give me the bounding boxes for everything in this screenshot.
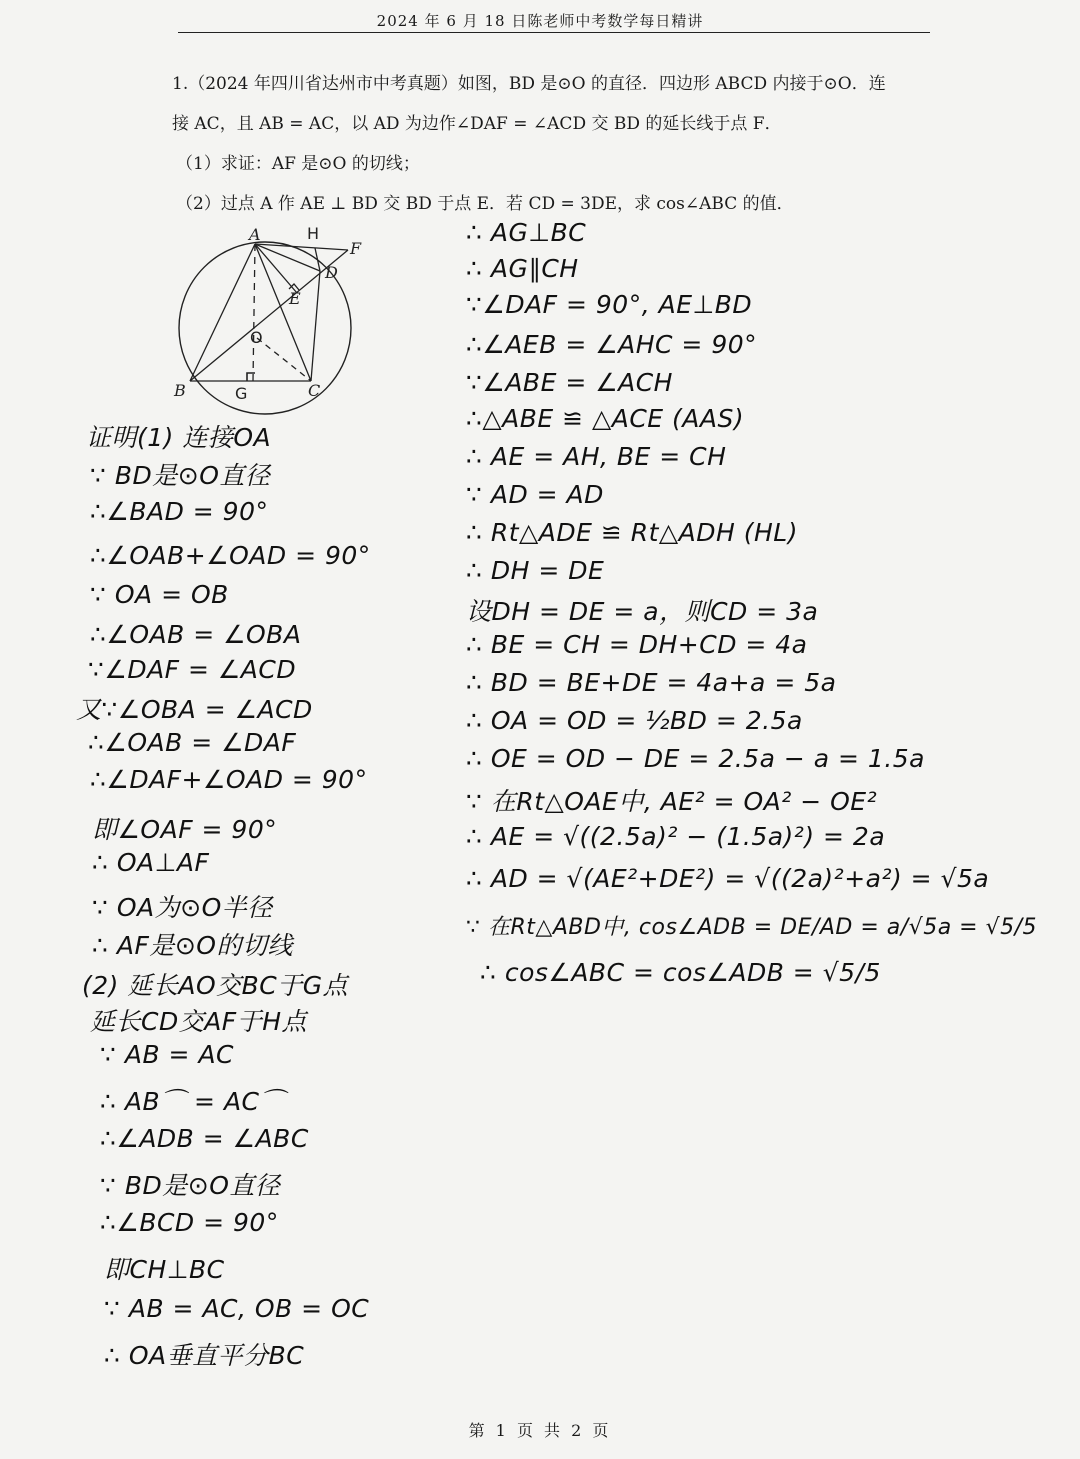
page-footer: 第 1 页 共 2 页 xyxy=(468,1421,612,1440)
right-step-3: ∵∠DAF = 90°, AE⊥BD xyxy=(466,290,753,319)
page-header: 2024 年 6 月 18 日陈老师中考数学每日精讲 xyxy=(376,12,704,30)
left-step-24: ∴ OA垂直平分BC xyxy=(104,1341,305,1370)
right-step-15: ∴ OE = OD − DE = 2.5a − a = 1.5a xyxy=(466,744,925,773)
problem-line-1: 1.（2024 年四川省达州市中考真题）如图，BD 是⊙O 的直径．四边形 ABCD 内接于⊙O．连 xyxy=(172,74,886,94)
label-e: E xyxy=(289,289,301,308)
left-step-3: ∴∠BAD = 90° xyxy=(90,497,269,526)
label-c: C xyxy=(308,381,321,400)
right-step-4: ∴∠AEB = ∠AHC = 90° xyxy=(466,330,758,359)
right-step-6: ∴△ABE ≌ △ACE (AAS) xyxy=(466,404,745,433)
left-step-18: ∴ AB⌒ = AC⌒ xyxy=(100,1087,286,1116)
segment-cd xyxy=(311,271,320,381)
left-step-17: ∵ AB = AC xyxy=(100,1040,235,1069)
left-step-13: ∵ OA为⊙O半径 xyxy=(92,893,273,922)
left-step-4: ∴∠OAB+∠OAD = 90° xyxy=(90,541,371,570)
right-step-11: 设DH = DE = a，则CD = 3a xyxy=(466,597,819,626)
label-g: G xyxy=(235,384,248,403)
left-step-5: ∵ OA = OB xyxy=(90,580,229,609)
label-b: B xyxy=(174,381,186,400)
left-step-20: ∵ BD是⊙O直径 xyxy=(100,1171,281,1200)
label-d: D xyxy=(325,263,338,282)
left-step-22: 即CH⊥BC xyxy=(104,1255,225,1284)
right-step-17: ∴ AE = √((2.5a)² − (1.5a)²) = 2a xyxy=(466,822,886,851)
problem-part-2: （2）过点 A 作 AE ⊥ BD 交 BD 于点 E．若 CD = 3DE，求 cos∠ABC 的值． xyxy=(176,194,794,214)
left-step-11: 即∠OAF = 90° xyxy=(92,815,278,844)
segment-ae xyxy=(255,244,297,293)
right-step-12: ∴ BE = CH = DH+CD = 4a xyxy=(466,630,808,659)
left-step-14: ∴ AF是⊙O的切线 xyxy=(92,931,293,960)
left-step-16: 延长CD交AF于H点 xyxy=(90,1007,307,1036)
right-step-9: ∴ Rt△ADE ≌ Rt△ADH (HL) xyxy=(466,518,798,547)
left-step-19: ∴∠ADB = ∠ABC xyxy=(100,1124,309,1153)
label-f: F xyxy=(350,239,362,258)
left-step-15: (2) 延长AO交BC于G点 xyxy=(82,971,349,1000)
right-step-8: ∵ AD = AD xyxy=(466,480,604,509)
segment-ag xyxy=(253,244,255,381)
right-step-10: ∴ DH = DE xyxy=(466,556,605,585)
right-step-13: ∴ BD = BE+DE = 4a+a = 5a xyxy=(466,668,837,697)
left-step-1: 证明(1) 连接OA xyxy=(86,423,272,452)
right-step-7: ∴ AE = AH, BE = CH xyxy=(466,442,727,471)
segment-ac xyxy=(255,244,311,381)
left-step-9: ∴∠OAB = ∠DAF xyxy=(88,728,297,757)
problem-part-1: （1）求证：AF 是⊙O 的切线； xyxy=(176,154,420,174)
right-step-16: ∵ 在Rt△OAE中, AE² = OA² − OE² xyxy=(466,787,878,816)
right-step-18: ∴ AD = √(AE²+DE²) = √((2a)²+a²) = √5a xyxy=(466,864,990,893)
right-step-20: ∴ cos∠ABC = cos∠ADB = √5/5 xyxy=(480,958,881,987)
right-step-2: ∴ AG∥CH xyxy=(466,254,579,283)
label-a: A xyxy=(249,226,261,244)
right-angle-g xyxy=(247,373,255,381)
right-step-19: ∵ 在Rt△ABD中, cos∠ADB = DE/AD = a/√5a = √5/5 xyxy=(466,915,1038,940)
problem-statement xyxy=(172,64,952,224)
left-step-7: ∵∠DAF = ∠ACD xyxy=(88,655,297,684)
segment-ab xyxy=(190,244,255,381)
right-step-14: ∴ OA = OD = ½BD = 2.5a xyxy=(466,706,803,735)
right-step-1: ∴ AG⊥BC xyxy=(466,218,587,247)
label-h: H xyxy=(307,226,320,243)
left-step-12: ∴ OA⊥AF xyxy=(92,848,210,877)
geometry-figure xyxy=(165,226,375,416)
segment-ch xyxy=(315,248,320,271)
left-step-2: ∵ BD是⊙O直径 xyxy=(90,461,271,490)
left-step-21: ∴∠BCD = 90° xyxy=(100,1208,279,1237)
left-step-8: 又∵∠OBA = ∠ACD xyxy=(76,695,313,724)
left-step-6: ∴∠OAB = ∠OBA xyxy=(90,620,302,649)
right-step-5: ∵∠ABE = ∠ACH xyxy=(466,368,673,397)
left-step-10: ∴∠DAF+∠OAD = 90° xyxy=(90,765,368,794)
left-step-23: ∵ AB = AC, OB = OC xyxy=(104,1294,370,1323)
header-rule xyxy=(178,32,930,33)
problem-line-2: 接 AC，且 AB = AC，以 AD 为边作∠DAF = ∠ACD 交 BD 的延长线于点 F． xyxy=(172,114,782,134)
label-o: O xyxy=(250,328,263,347)
